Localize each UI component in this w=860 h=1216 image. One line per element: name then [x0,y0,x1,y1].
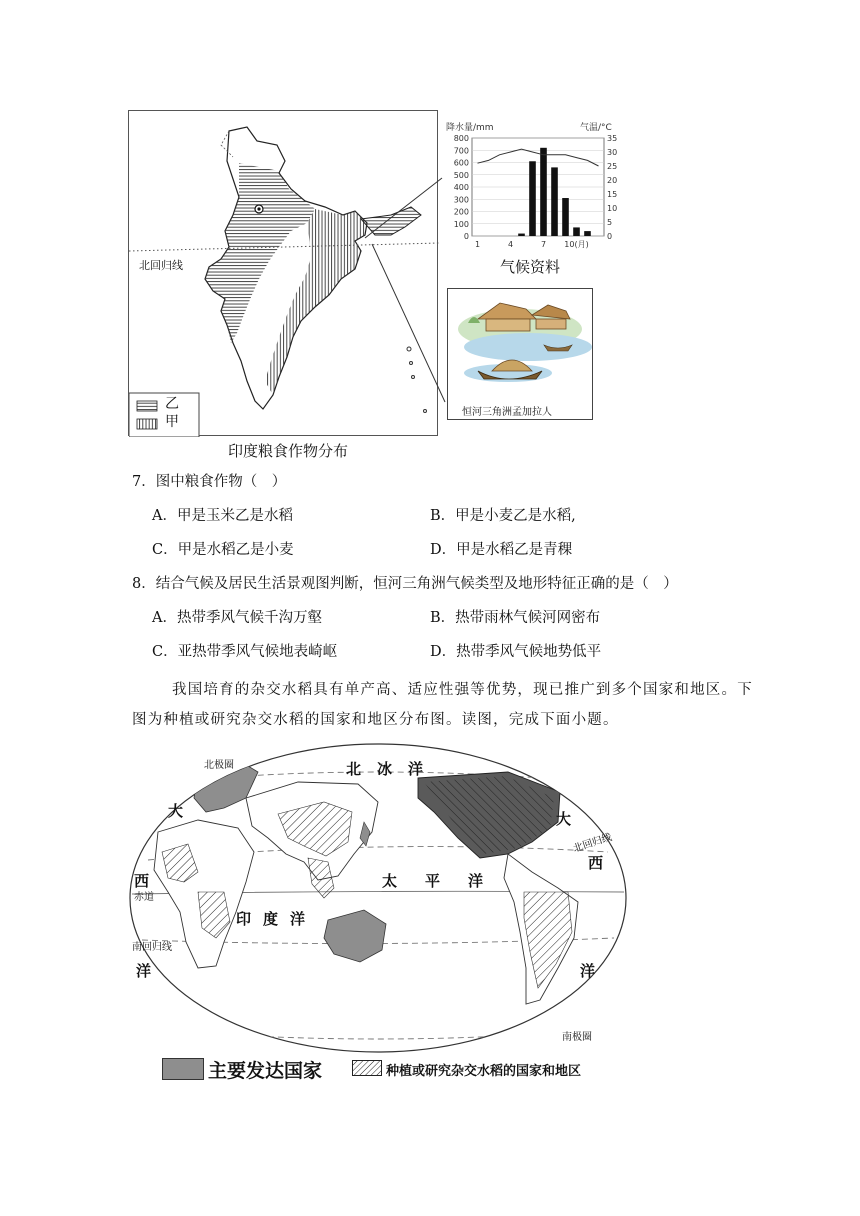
legend-rice-label: 种植或研究杂交水稻的国家和地区 [386,1064,582,1079]
atlantic-right-char-2: 西 [588,854,604,872]
chart-x-tick-label: 4 [507,240,514,249]
precipitation-bar [518,234,525,236]
chart-y-tick-label: 100 [453,219,469,229]
climate-chart-title: 气候资料 [500,258,561,276]
tropic-south-label: 南回归线 [132,942,172,953]
precipitation-bar [562,198,569,236]
question-8-option-b[interactable]: B．热带雨林气候河网密布 [430,610,601,626]
intro-paragraph-line-1: 我国培育的杂交水稻具有单产高、适应性强等优势，现已推广到多个国家和地区。下 [172,682,753,698]
legend-hatch-swatch [352,1060,382,1076]
precipitation-bar [529,161,536,236]
question-8-option-a[interactable]: A．热带季风气候千沟万壑 [152,610,322,626]
question-7-option-c[interactable]: C．甲是水稻乙是小麦 [152,542,294,558]
chart-y-tick-label: 400 [453,183,469,192]
question-7-option-b[interactable]: B．甲是小麦乙是水稻, [430,508,576,524]
question-8-option-c[interactable]: C．亚热带季风气候地表崎岖 [152,644,338,660]
chart-y2-tick-label: 35 [607,134,618,143]
world-map-svg [128,742,628,1054]
chart-y2label: 气温/°C [580,123,612,133]
question-8-text: 结合气候及居民生活景观图判断，恒河三角洲气候类型及地形特征正确的是（ ） [155,576,678,592]
chart-x-tick-label: 7 [540,240,547,249]
pacific-ocean-label: 太平洋 [382,872,512,890]
question-7-text: 图中粮食作物（ ） [155,474,287,490]
chart-y2-tick-label: 0 [607,232,613,241]
chart-y2-tick-label: 5 [607,218,613,227]
legend-developed-swatch [162,1058,204,1080]
precipitation-bar [551,167,558,236]
tropic-north-label: 北回归线 [571,831,614,855]
intro-paragraph-line-2: 图为种植或研究杂交水稻的国家和地区分布图。读图，完成下面小题。 [132,712,619,728]
atlantic-right-char-1: 大 [556,810,572,828]
chart-y-tick-label: 800 [453,134,469,143]
arctic-ocean-label: 北冰洋 [346,760,440,778]
climate-chart-panel [444,120,624,280]
inset-caption: 恒河三角洲孟加拉人 [462,407,552,418]
question-8-stem [132,574,678,594]
precipitation-bar [573,227,580,236]
chart-y-tick-label: 700 [453,146,469,156]
chart-y2-tick-label: 15 [607,190,618,199]
atlantic-left-char-3: 洋 [136,962,152,980]
arctic-circle-label: 北极圈 [204,760,234,771]
precipitation-bar [540,148,547,236]
chart-y2-tick-label: 10 [607,204,618,213]
chart-y-tick-label: 300 [453,195,469,205]
question-7-option-d[interactable]: D．甲是水稻乙是青稞 [430,542,573,558]
atlantic-left-char-2: 西 [134,872,150,890]
climate-chart [444,132,624,258]
chart-y-tick-label: 0 [463,232,469,241]
chart-y2-tick-label: 20 [607,176,618,185]
legend-label-jia: 甲 [165,414,179,430]
village-illustration [448,289,592,399]
chart-y-tick-label: 200 [453,207,469,217]
legend-developed-label: 主要发达国家 [208,1060,323,1082]
question-7-option-a[interactable]: A．甲是玉米乙是水稻 [152,508,293,524]
chart-ylabel: 降水量/mm [446,123,494,133]
tropic-of-cancer-label: 北回归线 [139,259,183,272]
world-rice-map [128,742,628,1054]
chart-y2-tick-label: 30 [607,148,618,157]
india-map-caption: 印度粮食作物分布 [228,442,349,460]
chart-y-tick-label: 600 [453,158,469,168]
antarctic-circle-label: 南极圈 [562,1032,592,1043]
question-7-number: 7． [132,474,156,490]
legend-label-yi: 乙 [165,396,179,412]
question-7-stem [132,472,286,492]
chart-x-tick-label: 10(月) [564,240,589,249]
atlantic-left-char-1: 大 [168,802,184,820]
bengal-life-inset [447,288,593,420]
equator-label: 赤道 [134,892,154,903]
question-8-number: 8． [132,576,156,592]
chart-y2-tick-label: 25 [607,162,618,171]
chart-y-tick-label: 500 [453,170,469,180]
precipitation-bar [584,231,591,236]
chart-x-tick-label: 1 [474,240,481,249]
atlantic-right-char-3: 洋 [580,962,596,980]
question-8-option-d[interactable]: D．热带季风气候地势低平 [430,644,602,660]
indian-ocean-label: 印度洋 [236,910,318,928]
